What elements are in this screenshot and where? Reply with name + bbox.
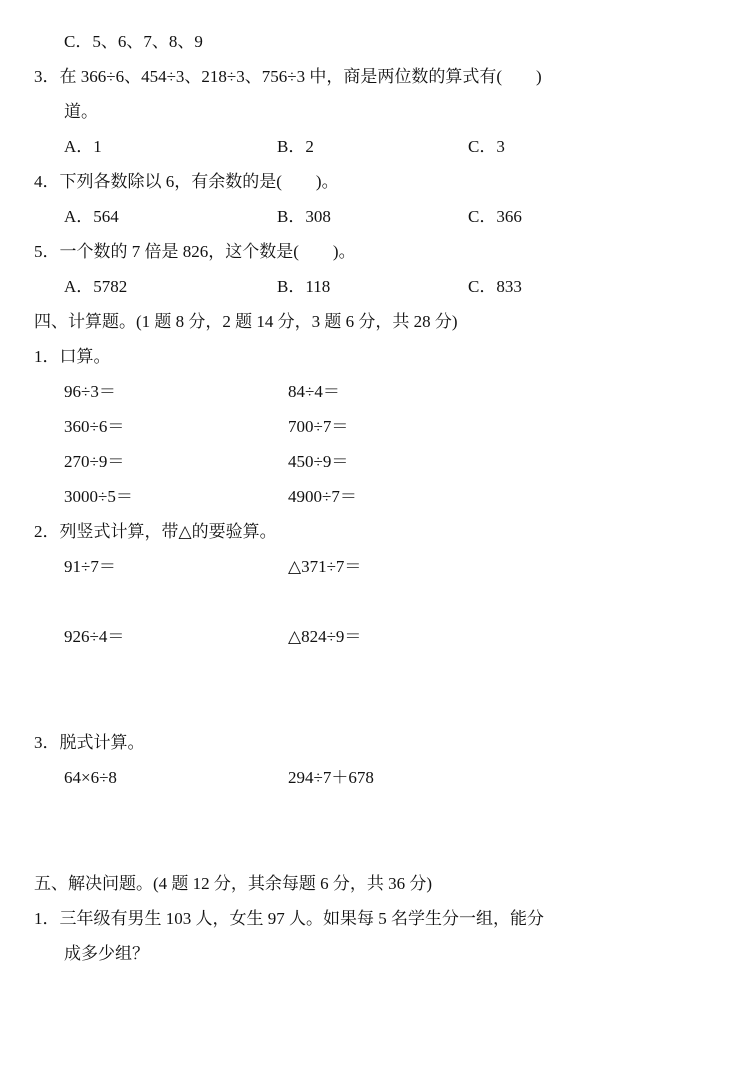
section5-p1-line2: 成多少组？	[64, 944, 149, 963]
oral-calc-item: 96÷3＝	[64, 382, 116, 401]
oral-calc-item: 360÷6＝	[64, 417, 125, 436]
oral-calc-item: 4900÷7＝	[288, 487, 357, 506]
vertical-calc-item: △824÷9＝	[288, 627, 362, 646]
vertical-calc-item: △371÷7＝	[288, 557, 362, 576]
q5-option-b: B．118	[277, 277, 331, 296]
q2-option-c: C．5、6、7、8、9	[64, 32, 203, 51]
oral-calc-item: 84÷4＝	[288, 382, 340, 401]
oral-calc-item: 3000÷5＝	[64, 487, 133, 506]
step-calc-item: 294÷7＋678	[288, 768, 374, 787]
q5-option-a: A．5782	[64, 277, 128, 296]
q5-option-c: C．833	[468, 277, 522, 296]
step-calc-item: 64×6÷8	[64, 768, 117, 787]
q3-text-line2: 道。	[64, 102, 98, 121]
section4-p2-title: 2．列竖式计算，带△的要验算。	[34, 522, 277, 541]
vertical-calc-item: 91÷7＝	[64, 557, 116, 576]
section4-p3-title: 3．脱式计算。	[34, 733, 145, 752]
section4-p1-title: 1．口算。	[34, 347, 111, 366]
q3-option-c: C．3	[468, 137, 505, 156]
q3-text-line1: 3．在 366÷6、454÷3、218÷3、756÷3 中，商是两位数的算式有( )	[34, 67, 542, 86]
q5-text: 5．一个数的 7 倍是 826，这个数是( )。	[34, 242, 356, 261]
oral-calc-item: 450÷9＝	[288, 452, 349, 471]
q3-option-a: A．1	[64, 137, 102, 156]
section4-title: 四、计算题。(1 题 8 分，2 题 14 分，3 题 6 分，共 28 分)	[34, 312, 458, 331]
q3-option-b: B．2	[277, 137, 314, 156]
oral-calc-item: 270÷9＝	[64, 452, 125, 471]
q4-option-a: A．564	[64, 207, 119, 226]
q4-option-c: C．366	[468, 207, 522, 226]
oral-calc-item: 700÷7＝	[288, 417, 349, 436]
vertical-calc-item: 926÷4＝	[64, 627, 125, 646]
section5-title: 五、解决问题。(4 题 12 分，其余每题 6 分，共 36 分)	[34, 874, 433, 893]
q4-option-b: B．308	[277, 207, 331, 226]
q4-text: 4．下列各数除以 6，有余数的是( )。	[34, 172, 339, 191]
section5-p1-line1: 1．三年级有男生 103 人，女生 97 人。如果每 5 名学生分一组，能分	[34, 909, 544, 928]
